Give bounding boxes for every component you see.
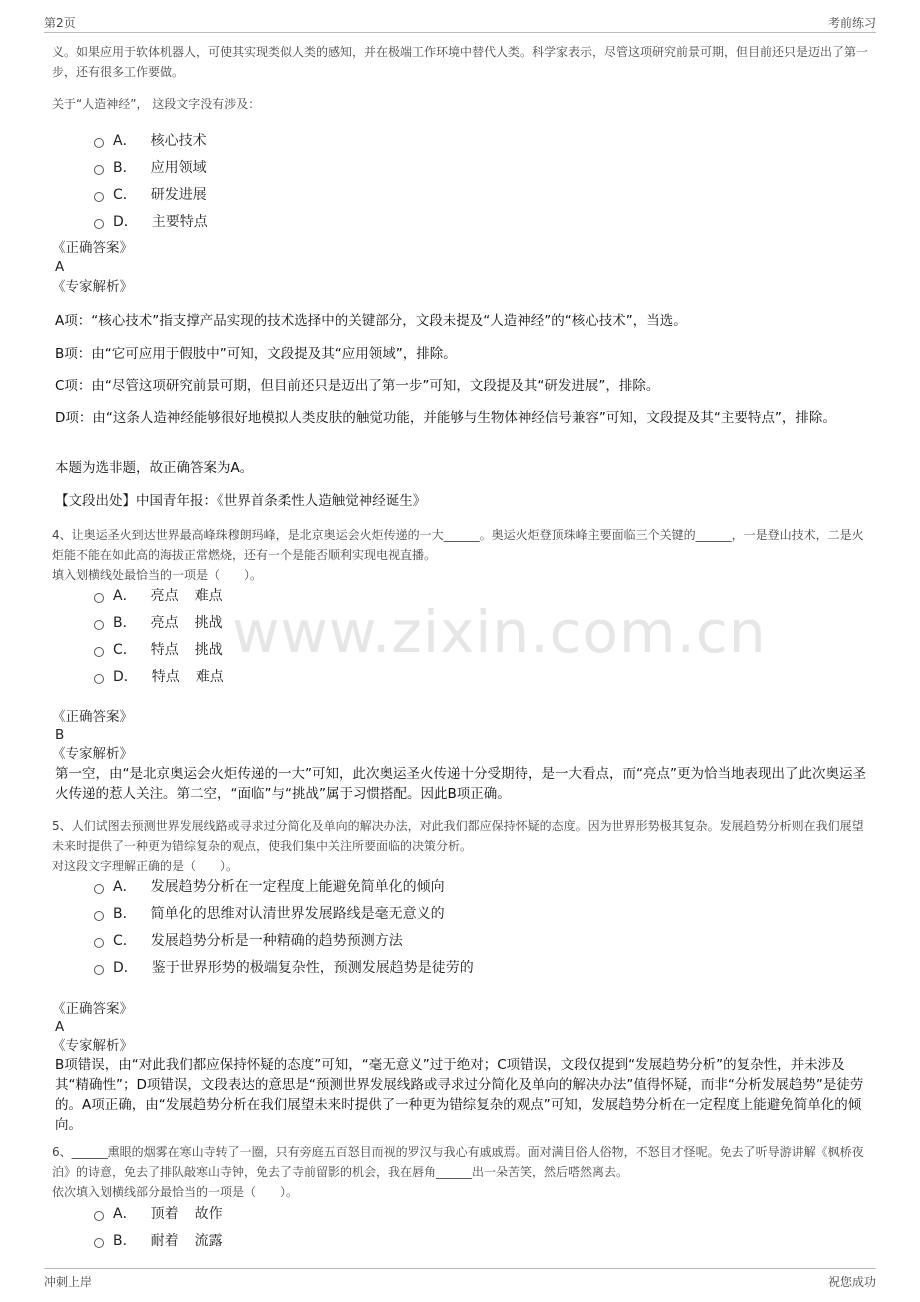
radio-icon[interactable] [94,674,104,684]
q3-question: 关于“人造神经”， 这段文字没有涉及： [52,97,261,111]
q3-analysis-b: B项：由“它可应用于假肢中”可知，文段提及其“应用领域”，排除。 [55,346,457,362]
q5-answer-label: 《正确答案》 [52,1001,133,1017]
q5-analysis-label: 《专家解析》 [52,1038,133,1054]
q6-options [94,1199,223,1253]
q4-option-a[interactable]: A． 亮点 难点 [94,581,224,608]
radio-icon[interactable] [94,165,104,175]
radio-icon[interactable] [94,593,104,603]
q5-answer: A [55,1019,65,1035]
q4-answer: B [55,727,65,743]
q6-stem: 6、______熏眼的烟雾在寒山寺转了一圈，只有旁庭五百怒目而视的罗汉与我心有戚戚焉。面对满目俗人俗物，不怒目才怪呢。免去了听导游讲解《枫桥夜泊》的诗意，免去了排队敲寒山寺钟，免去了寺前留影的机会，我在唇角______出一朵苦笑，然后嗒然离去。 [52,1145,864,1179]
q3-analysis-label: 《专家解析》 [52,279,133,295]
radio-icon[interactable] [94,965,104,975]
q5-question: 对这段文字理解正确的是（ ）。 [52,859,239,873]
q4-option-c[interactable]: C． 特点 挑战 [94,635,224,662]
page-footer [44,1268,876,1290]
watermark: www.zixin.com.cn [232,598,767,666]
q6-option-b[interactable]: B． 耐着 流露 [94,1226,223,1253]
q3-answer: A [55,259,65,275]
q3-passage: 义。如果应用于软体机器人，可使其实现类似人类的感知，并在极端工作环境中替代人类。科学家表示，尽管这项研究前景可期，但目前还只是迈出了第一步，还有很多工作要做。 [52,45,869,79]
q4-analysis-label: 《专家解析》 [52,746,133,762]
q4-question: 填入划横线处最恰当的一项是（ ）。 [52,568,263,582]
radio-icon[interactable] [94,138,104,148]
radio-icon[interactable] [94,884,104,894]
q6-question: 依次填入划横线部分最恰当的一项是（ ）。 [52,1185,299,1199]
q5-option-b[interactable]: B． 简单化的思维对认清世界发展路线是毫无意义的 [94,899,474,926]
page-header [44,14,876,33]
q3-analysis-c: C项：由“尽管这项研究前景可期，但目前还只是迈出了第一步”可知，文段提及其“研发进展”，排除。 [55,378,660,394]
q3-conclusion: 本题为选非题，故正确答案为A。 [55,460,254,476]
q3-option-b[interactable]: B． 应用领域 [94,153,208,180]
radio-icon[interactable] [94,647,104,657]
radio-icon[interactable] [94,219,104,229]
radio-icon[interactable] [94,911,104,921]
header-title: 考前练习 [827,16,876,30]
radio-icon[interactable] [94,938,104,948]
radio-icon[interactable] [94,192,104,202]
q3-option-d[interactable]: D． 主要特点 [94,207,208,234]
q6-option-a[interactable]: A． 顶着 故作 [94,1199,223,1226]
q3-analysis-d: D项：由“这条人造神经能够很好地模拟人类皮肤的触觉功能，并能够与生物体神经信号兼容”可知，文段提及其“主要特点”，排除。 [55,410,836,426]
q5-analysis: B项错误，由“对此我们都应保持怀疑的态度”可知，“毫无意义”过于绝对；C项错误，文段仅提到“发展趋势分析”的复杂性，并未涉及其“精确性”；D项错误，文段表达的意思是“预测世界发展线路或寻求过分简化及单向的解决办法”值得怀疑，而非“分析发展趋势”是徒劳的。A项正确，由“发展趋势分析在我们展望未来时提供了一种更为错综复杂的观点”可知，发展趋势分析在一定程度上能避免简单化的倾向。 [55,1057,864,1133]
footer-right: 祝您成功 [827,1275,876,1289]
footer-left: 冲刺上岸 [44,1275,93,1289]
q5-stem: 5、人们试图去预测世界发展线路或寻求过分简化及单向的解决办法，对此我们都应保持怀疑的态度。因为世界形势极其复杂。发展趋势分析则在我们展望未来时提供了一种更为错综复杂的观点，使我们集中关注所要面临的决策分析。 [52,819,864,853]
q5-options [94,872,474,980]
q3-source: 【文段出处】中国青年报：《世界首条柔性人造触觉神经诞生》 [55,493,427,509]
q4-options [94,581,224,689]
radio-icon[interactable] [94,620,104,630]
q3-answer-label: 《正确答案》 [52,240,133,256]
q4-answer-label: 《正确答案》 [52,709,133,725]
q4-option-b[interactable]: B． 亮点 挑战 [94,608,224,635]
radio-icon[interactable] [94,1211,104,1221]
q4-option-d[interactable]: D． 特点 难点 [94,662,224,689]
q3-analysis-a: A项：“核心技术”指支撑产品实现的技术选择中的关键部分，文段未提及“人造神经”的“核心技术”，当选。 [55,313,687,329]
q4-analysis: 第一空，由“是北京奥运会火炬传递的一大”可知，此次奥运圣火传递十分受期待，是一大看点，而“亮点”更为恰当地表现出了此次奥运圣火传递的惹人关注。第二空，“面临”与“挑战”属于习惯搭配。因此B项正确。 [55,766,866,802]
q5-option-d[interactable]: D． 鉴于世界形势的极端复杂性，预测发展趋势是徒劳的 [94,953,474,980]
q3-options [94,126,208,234]
q4-stem: 4、让奥运圣火到达世界最高峰珠穆朗玛峰，是北京奥运会火炬传递的一大______。奥运火炬登顶珠峰主要面临三个关键的______，一是登山技术，二是火炬能不能在如此高的海拔正常燃烧，还有一个是能否顺利实现电视直播。 [52,528,864,562]
q5-option-a[interactable]: A． 发展趋势分析在一定程度上能避免简单化的倾向 [94,872,474,899]
page-number: 第2页 [44,16,76,30]
q3-option-a[interactable]: A． 核心技术 [94,126,208,153]
radio-icon[interactable] [94,1238,104,1248]
q3-option-c[interactable]: C． 研发进展 [94,180,208,207]
q5-option-c[interactable]: C． 发展趋势分析是一种精确的趋势预测方法 [94,926,474,953]
